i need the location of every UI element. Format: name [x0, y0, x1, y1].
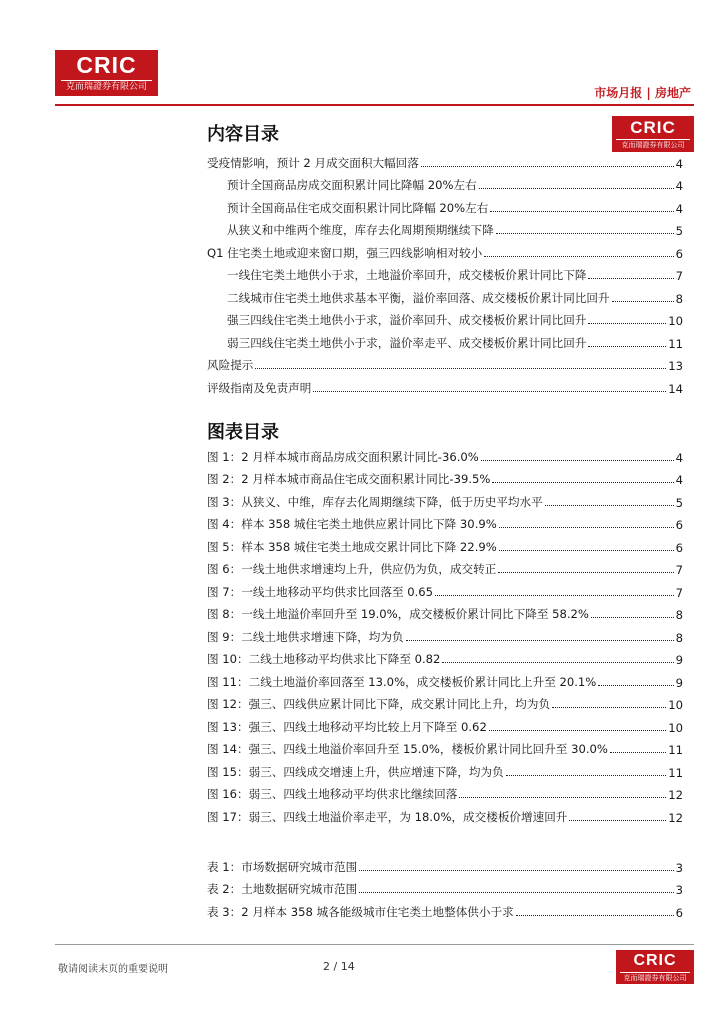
tables-list — [207, 852, 683, 920]
toc-entry[interactable] — [207, 757, 683, 780]
toc-entry[interactable] — [207, 690, 683, 713]
toc-dot-leader — [598, 682, 673, 686]
toc-entry-text: 表 3：2 月样本 358 城各能级城市住宅类土地整体供小于求 — [207, 904, 514, 919]
toc-entry-page: 6 — [675, 518, 683, 532]
toc-entry-page: 12 — [668, 788, 683, 802]
toc-dot-leader — [484, 253, 673, 257]
toc-dot-leader — [499, 547, 674, 551]
toc-entry-page: 4 — [675, 473, 683, 487]
toc-dot-leader — [421, 163, 674, 167]
toc-entry-page: 8 — [675, 291, 683, 306]
toc-entry-text: 二线城市住宅类土地供求基本平衡，溢价率回落、成交楼板价累计同比回升 — [227, 290, 610, 305]
toc-dot-leader — [459, 794, 666, 798]
toc-entry-text: 图 5：样本 358 城住宅类土地成交累计同比下降 22.9% — [207, 539, 497, 554]
footer-note: 敬请阅读末页的重要说明 — [58, 964, 168, 975]
toc-entry-text: 图 7：一线土地移动平均供求比回落至 0.65 — [207, 584, 434, 599]
toc-entry[interactable] — [207, 852, 683, 875]
toc-entry-text: 评级指南及免责声明 — [207, 380, 312, 395]
toc-entry[interactable] — [207, 306, 683, 329]
toc-entry-page: 8 — [675, 630, 683, 645]
toc-dot-leader — [588, 320, 666, 324]
toc-entry-page: 3 — [675, 860, 683, 875]
toc-entry[interactable] — [207, 442, 683, 465]
toc-entry-text: 表 2：土地数据研究城市范围 — [207, 882, 358, 896]
toc-dot-leader — [492, 479, 673, 483]
toc-entry[interactable] — [207, 577, 683, 600]
figures-list — [207, 442, 683, 825]
toc-dot-leader — [545, 502, 674, 506]
toc-dot-leader — [588, 343, 666, 347]
toc-entry[interactable] — [207, 622, 683, 645]
toc-entry-page: 6 — [675, 905, 683, 920]
toc-entry[interactable] — [207, 487, 683, 510]
toc-entry[interactable] — [207, 645, 683, 668]
logo-text: CRIC — [76, 52, 137, 78]
toc-entry-page: 10 — [668, 698, 683, 712]
toc-entry[interactable] — [207, 328, 683, 351]
contents-list — [207, 148, 683, 396]
toc-entry[interactable] — [207, 897, 683, 920]
toc-entry-text: 表 1：市场数据研究城市范围 — [207, 859, 358, 874]
toc-entry[interactable] — [207, 735, 683, 758]
page-number: 2 / 14 — [323, 960, 355, 973]
toc-entry-text: 图 3：从狭义、中维，库存去化周期继续下降，低于历史平均水平 — [207, 494, 543, 509]
toc-entry-text: 从狭义和中维两个维度，库存去化周期预期继续下降 — [227, 223, 494, 237]
toc-entry[interactable] — [207, 510, 683, 533]
contents-title: 内容目录 — [207, 124, 279, 145]
toc-entry[interactable] — [207, 193, 683, 216]
toc-dot-leader — [313, 388, 666, 392]
toc-entry-page: 13 — [668, 359, 683, 373]
toc-dot-leader — [490, 208, 673, 212]
toc-entry-text: 图 14：强三、四线土地溢价率回升至 15.0%，楼板价累计同比回升至 30.0% — [207, 742, 608, 756]
toc-entry[interactable] — [207, 148, 683, 171]
logo-text: CRIC — [633, 952, 677, 969]
toc-dot-leader — [588, 275, 673, 279]
toc-entry[interactable] — [207, 238, 683, 261]
toc-dot-leader — [612, 298, 674, 302]
toc-entry-page: 12 — [668, 810, 683, 825]
toc-entry[interactable] — [207, 351, 683, 374]
toc-dot-leader — [435, 592, 674, 596]
toc-entry[interactable] — [207, 171, 683, 194]
toc-entry-page: 8 — [675, 608, 683, 622]
toc-entry-page: 7 — [675, 269, 683, 283]
toc-dot-leader — [516, 912, 674, 916]
toc-entry-page: 4 — [675, 156, 683, 171]
toc-dot-leader — [481, 457, 674, 461]
toc-entry[interactable] — [207, 261, 683, 284]
header-title: 市场月报 | 房地产 — [594, 86, 691, 100]
toc-entry-text: Q1 住宅类土地或迎来窗口期，强三四线影响相对较小 — [207, 245, 483, 260]
toc-entry[interactable] — [207, 216, 683, 239]
toc-dot-leader — [496, 230, 674, 234]
toc-entry[interactable] — [207, 600, 683, 623]
cric-logo — [55, 50, 158, 96]
toc-entry-text: 弱三四线住宅类土地供小于求，溢价率走平、成交楼板价累计同比回升 — [227, 335, 587, 350]
toc-entry[interactable] — [207, 712, 683, 735]
toc-entry-text: 图 1：2 月样本城市商品房成交面积累计同比-36.0% — [207, 449, 479, 464]
toc-entry-text: 图 8：一线土地溢价率回升至 19.0%，成交楼板价累计同比下降至 58.2% — [207, 607, 589, 621]
toc-entry-page: 5 — [675, 224, 683, 238]
toc-dot-leader — [406, 637, 674, 641]
toc-entry-page: 10 — [668, 314, 683, 328]
toc-entry-text: 一线住宅类土地供小于求，土地溢价率回升，成交楼板价累计同比下降 — [227, 268, 587, 282]
toc-entry-text: 预计全国商品住宅成交面积累计同比降幅 20%左右 — [227, 200, 489, 215]
toc-dot-leader — [489, 727, 666, 731]
toc-dot-leader — [610, 749, 666, 753]
toc-entry-text: 强三四线住宅类土地供小于求，溢价率回升、成交楼板价累计同比回升 — [227, 313, 587, 327]
toc-entry[interactable] — [207, 465, 683, 488]
toc-entry-page: 10 — [668, 720, 683, 735]
logo-subtext: 克而瑞證券有限公司 — [61, 80, 152, 94]
toc-entry-page: 9 — [675, 653, 683, 667]
header-divider — [55, 104, 694, 106]
toc-entry-page: 6 — [675, 540, 683, 555]
toc-dot-leader — [479, 185, 674, 189]
logo-subtext: 克而瑞證券有限公司 — [620, 972, 690, 983]
toc-entry-page: 6 — [675, 246, 683, 261]
toc-entry-text: 图 12：强三、四线供应累计同比下降，成交累计同比上升，均为负 — [207, 697, 551, 711]
toc-entry-page: 4 — [675, 201, 683, 216]
toc-dot-leader — [442, 659, 673, 663]
toc-entry-text: 图 10：二线土地移动平均供求比下降至 0.82 — [207, 652, 441, 666]
toc-dot-leader — [255, 365, 666, 369]
logo-text: CRIC — [630, 118, 676, 137]
toc-entry-page: 9 — [675, 675, 683, 690]
toc-dot-leader — [359, 867, 673, 871]
toc-entry-text: 图 4：样本 358 城住宅类土地供应累计同比下降 30.9% — [207, 517, 497, 531]
toc-entry[interactable] — [207, 875, 683, 898]
toc-entry[interactable] — [207, 667, 683, 690]
toc-entry-page: 4 — [675, 179, 683, 193]
toc-entry-page: 4 — [675, 450, 683, 465]
toc-dot-leader — [499, 524, 674, 528]
toc-entry-page: 14 — [668, 381, 683, 396]
toc-entry-page: 11 — [668, 743, 683, 757]
toc-entry-text: 图 2：2 月样本城市商品住宅成交面积累计同比-39.5% — [207, 472, 491, 486]
toc-entry-page: 7 — [675, 563, 683, 577]
toc-entry-page: 5 — [675, 495, 683, 510]
toc-entry-text: 图 16：弱三、四线土地移动平均供求比继续回落 — [207, 787, 458, 801]
toc-dot-leader — [569, 817, 666, 821]
toc-entry[interactable] — [207, 780, 683, 803]
toc-entry-text: 图 15：弱三、四线成交增速上升，供应增速下降，均为负 — [207, 764, 504, 779]
toc-entry[interactable] — [207, 283, 683, 306]
toc-dot-leader — [498, 569, 673, 573]
toc-entry[interactable] — [207, 373, 683, 396]
toc-dot-leader — [591, 614, 674, 618]
cric-logo-small — [612, 116, 694, 152]
toc-entry-text: 图 6：一线土地供求增速均上升，供应仍为负，成交转正 — [207, 562, 497, 576]
toc-entry-text: 图 13：强三、四线土地移动平均比较上月下降至 0.62 — [207, 719, 487, 734]
toc-dot-leader — [552, 704, 666, 708]
figures-title: 图表目录 — [207, 422, 279, 443]
toc-entry-page: 11 — [668, 336, 683, 351]
toc-entry-text: 受疫情影响，预计 2 月成交面积大幅回落 — [207, 155, 419, 170]
footer-divider — [55, 944, 694, 945]
toc-entry-text: 预计全国商品房成交面积累计同比降幅 20%左右 — [227, 178, 477, 192]
toc-entry-text: 风险提示 — [207, 358, 254, 372]
toc-entry-page: 3 — [675, 883, 683, 897]
toc-dot-leader — [506, 772, 667, 776]
toc-dot-leader — [359, 889, 673, 893]
toc-entry[interactable] — [207, 555, 683, 578]
toc-entry-text: 图 17：弱三、四线土地溢价率走平，为 18.0%，成交楼板价增速回升 — [207, 809, 568, 824]
logo-subtext: 克而瑞證券有限公司 — [616, 139, 690, 151]
toc-entry-text: 图 11：二线土地溢价率回落至 13.0%，成交楼板价累计同比上升至 20.1% — [207, 674, 597, 689]
toc-entry-text: 图 9：二线土地供求增速下降，均为负 — [207, 629, 404, 644]
toc-entry[interactable] — [207, 802, 683, 825]
toc-entry[interactable] — [207, 532, 683, 555]
toc-entry-page: 11 — [668, 765, 683, 780]
cric-logo-footer — [616, 950, 694, 984]
toc-entry-page: 7 — [675, 585, 683, 600]
